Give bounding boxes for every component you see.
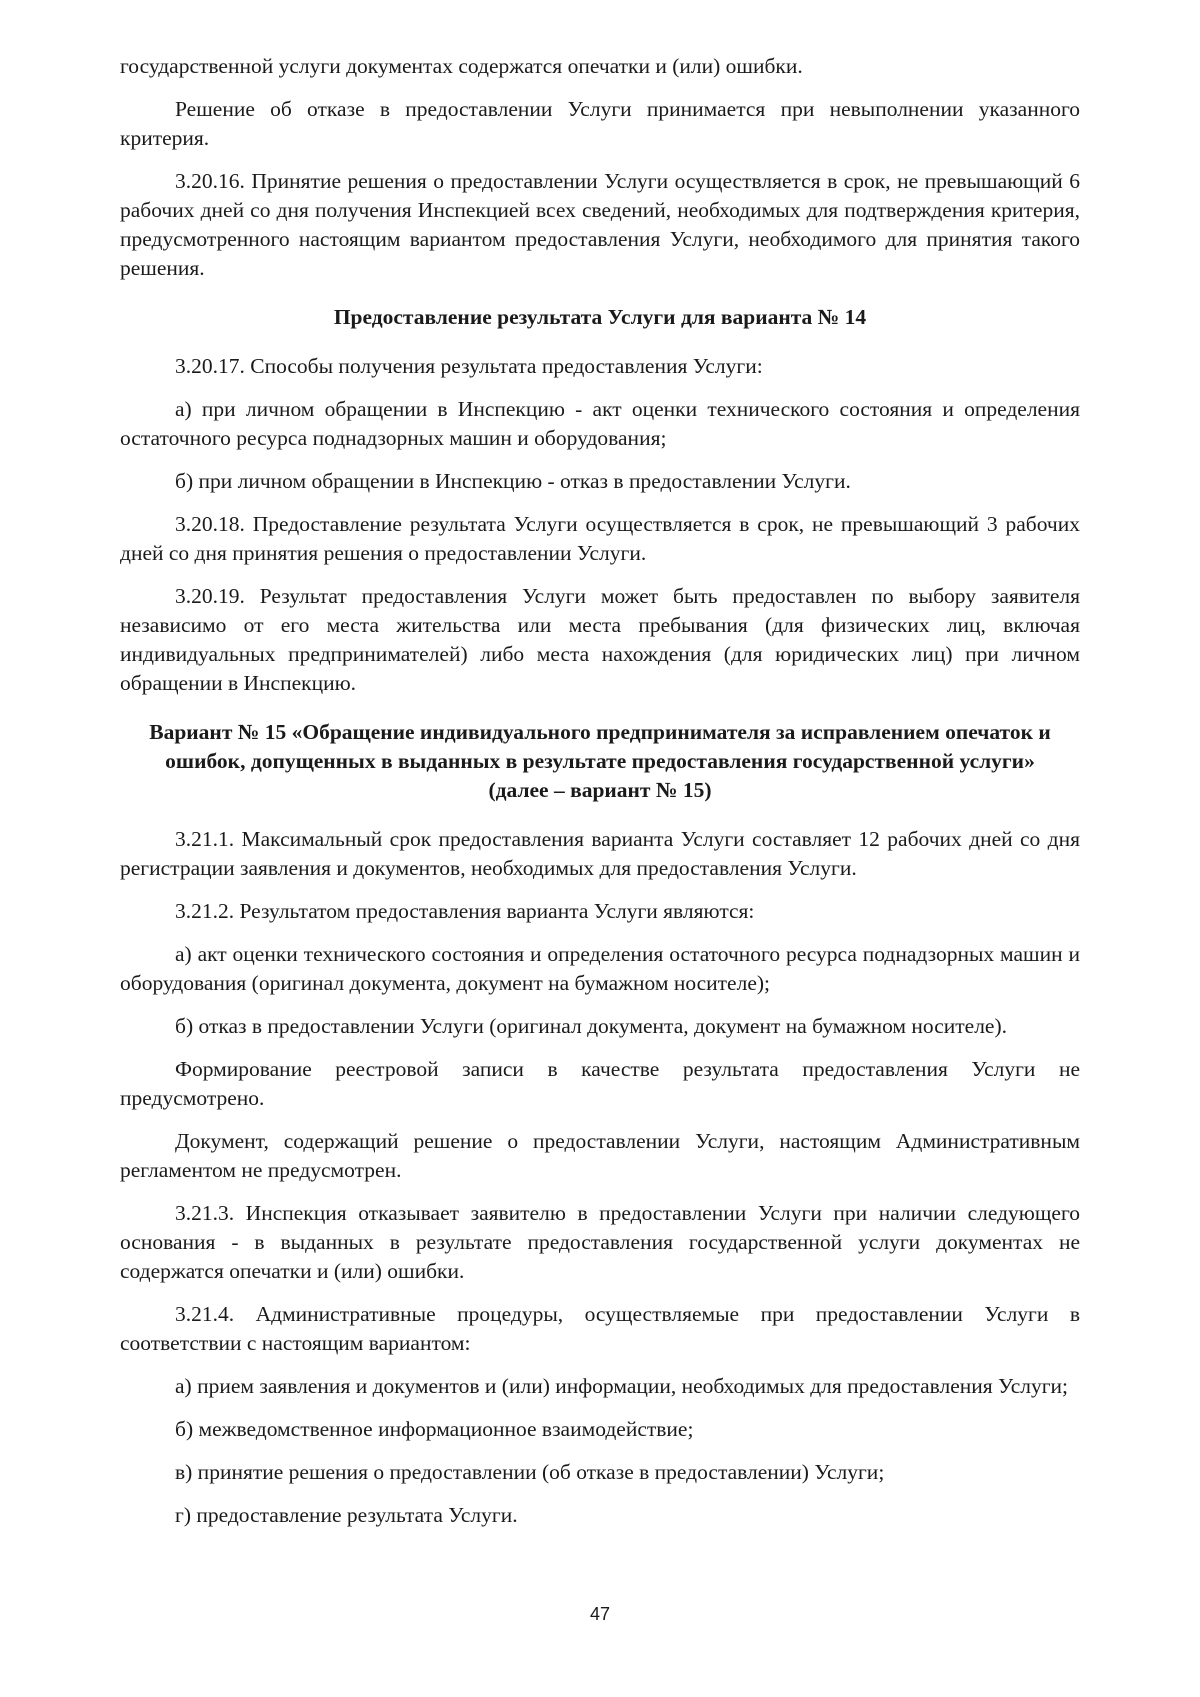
paragraph: 3.21.2. Результатом предоставления варианта Услуги являются:	[175, 899, 755, 923]
paragraph: Документ, содержащий решение о предоставлении Услуги, настоящим Административным регламентом не предусмотрен.	[120, 1129, 1080, 1182]
section-heading: Предоставление результата Услуги для варианта № 14	[333, 305, 867, 329]
variant-heading	[120, 718, 1080, 805]
page-number: 47	[589, 1604, 611, 1624]
paragraph: Формирование реестровой записи в качестве результата предоставления Услуги не предусмотрено.	[120, 1057, 1080, 1110]
paragraph: 3.21.3. Инспекция отказывает заявителю в предоставлении Услуги при наличии следующего основания - в выданных в результате предоставления государственной услуги документах не содержатся опечатки и (или) ошибки.	[120, 1201, 1080, 1283]
paragraph: 3.21.4. Административные процедуры, осуществляемые при предоставлении Услуги в соответствии с настоящим вариантом:	[120, 1302, 1080, 1355]
variant-heading-line: (далее – вариант № 15)	[488, 778, 712, 802]
paragraph: 3.20.17. Способы получения результата предоставления Услуги:	[175, 354, 763, 378]
list-item: в) принятие решения о предоставлении (об отказе в предоставлении) Услуги;	[175, 1460, 885, 1484]
paragraph: 3.20.19. Результат предоставления Услуги может быть предоставлен по выбору заявителя независимо от его места жительства или места пребывания (для физических лиц, включая индивидуальных предпринимателей) либо места нахождения (для юридических лиц) при личном обращении в Инспекцию.	[120, 584, 1080, 695]
list-item: а) акт оценки технического состояния и определения остаточного ресурса поднадзорных машин и оборудования (оригинал документа, документ на бумажном носителе);	[120, 942, 1080, 995]
variant-heading-line: Вариант № 15 «Обращение индивидуального предпринимателя за исправлением опечаток и	[149, 720, 1051, 744]
list-item: б) межведомственное информационное взаимодействие;	[175, 1417, 694, 1441]
paragraph: государственной услуги документах содержатся опечатки и (или) ошибки.	[120, 54, 803, 78]
list-item: г) предоставление результата Услуги.	[175, 1503, 518, 1527]
document-body	[120, 52, 1080, 1530]
list-item: а) прием заявления и документов и (или) информации, необходимых для предоставления Услуги;	[175, 1374, 1069, 1398]
variant-heading-line: ошибок, допущенных в выданных в результате предоставления государственной услуги»	[165, 749, 1035, 773]
paragraph: 3.21.1. Максимальный срок предоставления варианта Услуги составляет 12 рабочих дней со дня регистрации заявления и документов, необходимых для предоставления Услуги.	[120, 827, 1080, 880]
paragraph: Решение об отказе в предоставлении Услуги принимается при невыполнении указанного критерия.	[120, 97, 1080, 150]
list-item: б) отказ в предоставлении Услуги (оригинал документа, документ на бумажном носителе).	[175, 1014, 1008, 1038]
list-item: а) при личном обращении в Инспекцию - акт оценки технического состояния и определения остаточного ресурса поднадзорных машин и оборудования;	[120, 397, 1080, 450]
paragraph: 3.20.16. Принятие решения о предоставлении Услуги осуществляется в срок, не превышающий 6 рабочих дней со дня получения Инспекцией всех сведений, необходимых для подтверждения критерия, предусмотренного настоящим вариантом предоставления Услуги, необходимого для принятия такого решения.	[120, 169, 1080, 280]
paragraph: 3.20.18. Предоставление результата Услуги осуществляется в срок, не превышающий 3 рабочих дней со дня принятия решения о предоставлении Услуги.	[120, 512, 1080, 565]
list-item: б) при личном обращении в Инспекцию - отказ в предоставлении Услуги.	[175, 469, 851, 493]
